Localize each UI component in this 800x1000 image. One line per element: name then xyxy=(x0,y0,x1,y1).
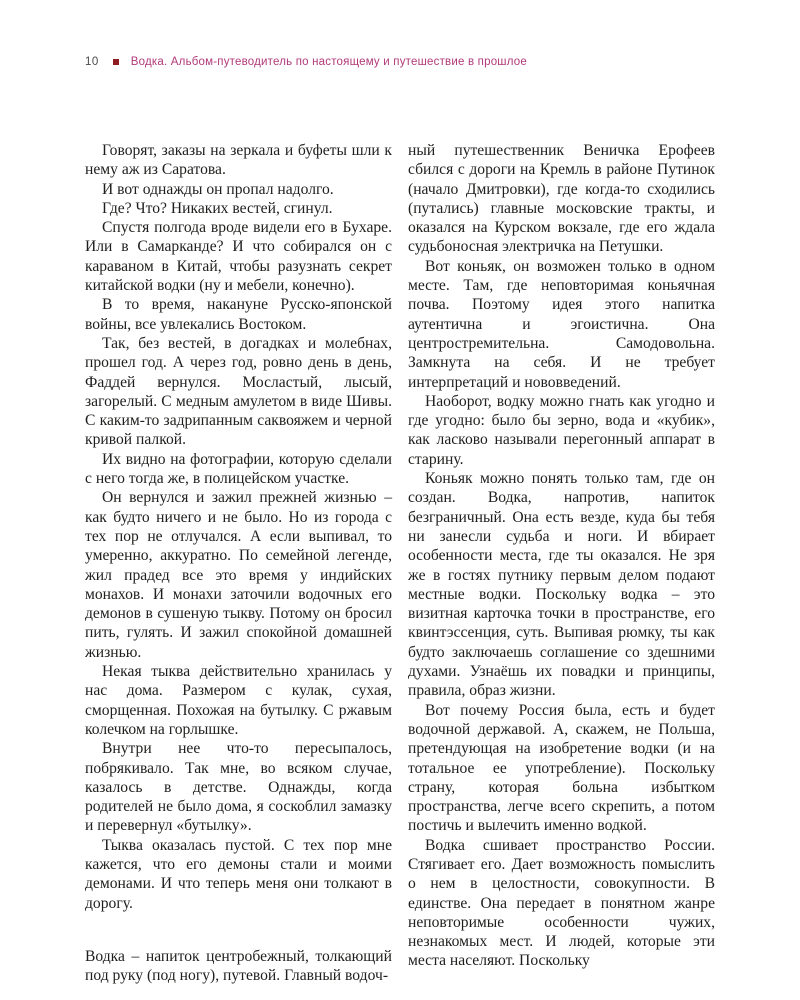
running-header xyxy=(85,55,527,69)
paragraph: Вот коньяк, он возможен только в одном месте. Там, где неповторимая коньячная почва. Поэтому идея этого напитка аутентична и эгоистична. Она центростремительна. Самодовольна. Замкнута на себя. И не требует интерпретаций и нововведений. xyxy=(408,257,715,391)
text-column-left xyxy=(85,141,392,985)
section-bullet-icon xyxy=(113,59,119,65)
paragraph: ный путешественник Веничка Ерофеев сбился с дороги на Кремль в районе Путинок (начало Дмитровки), где когда-то сходились (путались) главные московские тракты, и оказался на Курском вокзале, где его ждала судьбоносная электричка на Петушки. xyxy=(408,142,715,256)
paragraph: Наоборот, водку можно гнать как угодно и где угодно: было бы зерно, вода и «кубик», как ласково называли перегонный аппарат в старину. xyxy=(408,392,715,468)
paragraph: Коньяк можно понять только там, где он создан. Водка, напротив, напиток безграничный. Она есть везде, куда бы тебя ни занесли судьба и ноги. И вбирает особенности места, где ты оказался. Не зря же в гостях путнику первым делом подают местные водки. Поскольку водка – это визитная карточка точки в пространстве, его квинтэссенция, суть. Выпивая рюмку, ты как будто заключаешь соглашение со здешними духами. Узнаёшь их повадки и принципы, правила, образ жизни. xyxy=(408,470,715,700)
paragraph: В то время, накануне Русско-японской войны, все увлекались Востоком. xyxy=(85,296,392,333)
paragraph: Говорят, заказы на зеркала и буфеты шли к нему аж из Саратова. xyxy=(85,142,392,179)
paragraph: Внутри нее что-то пересыпалось, побрякивало. Так мне, во всяком случае, казалось в детстве. Однажды, когда родителей не было дома, я соскоблил замазку и перевернул «бутылку». xyxy=(85,740,392,835)
page-number: 10 xyxy=(85,56,99,68)
paragraph: Вот почему Россия была, есть и будет водочной державой. А, скажем, не Польша, претендующая на изобретение водки (и на тотальное ее употребление). Поскольку страну, которая больна избытком пространства, легче всего скрепить, а потом постичь и вылечить именно водкой. xyxy=(408,701,715,835)
paragraph: Так, без вестей, в догадках и молебнах, прошел год. А через год, ровно день в день, Фаддей вернулся. Мосластый, лысый, загорелый. С медным амулетом в виде Шивы. С каким-то задрипанным саквояжем и черной кривой палкой. xyxy=(85,334,392,449)
two-column-text-body xyxy=(85,141,715,985)
paragraph: Тыква оказалась пустой. С тех пор мне кажется, что его демоны стали и моими демонами. И что теперь меня они толкают в дорогу. xyxy=(85,836,392,912)
running-title: Водка. Альбом-путеводитель по настоящему и путешествие в прошлое xyxy=(130,56,527,68)
paragraph: Некая тыква действительно хранилась у нас дома. Размером с кулак, сухая, сморщенная. Похожая на бутылку. С ржавым колечком на горлышке. xyxy=(85,663,392,738)
paragraph: Их видно на фотографии, которую сделали с него тогда же, в полицейском участке. xyxy=(85,450,392,488)
paragraph: И вот однажды он пропал надолго. xyxy=(102,180,334,198)
paragraph: Спустя полгода вроде видели его в Бухаре. Или в Самарканде? И что собирался он с караваном в Китай, чтобы разузнать секрет китайской водки (ну и мебели, конечно). xyxy=(85,219,392,295)
paragraph: Водка сшивает пространство России. Стягивает его. Дает возможность помыслить о нем в целостности, совокупности. В единстве. Она передает в понятном жанре неповторимые особенности чужих, незнакомых мест. И людей, которые эти места населяют. Поскольку xyxy=(408,836,715,970)
paragraph: Он вернулся и зажил прежней жизнью – как будто ничего и не было. Но из города с тех пор не отлучался. А если выпивал, то умеренно, аккуратно. По семейной легенде, жил прадед все это время у индийских монахов. И монахи заточили водочных его демонов в сушеную тыкву. Потому он бросил пить, гулять. И зажил спокойной домашней жизнью. xyxy=(85,489,392,661)
text-column-right xyxy=(408,141,715,985)
paragraph: Водка – напиток центробежный, толкающий под руку (под ногу), путевой. Главный водоч- xyxy=(85,947,392,985)
paragraph: Где? Что? Никаких вестей, сгинул. xyxy=(102,199,333,217)
